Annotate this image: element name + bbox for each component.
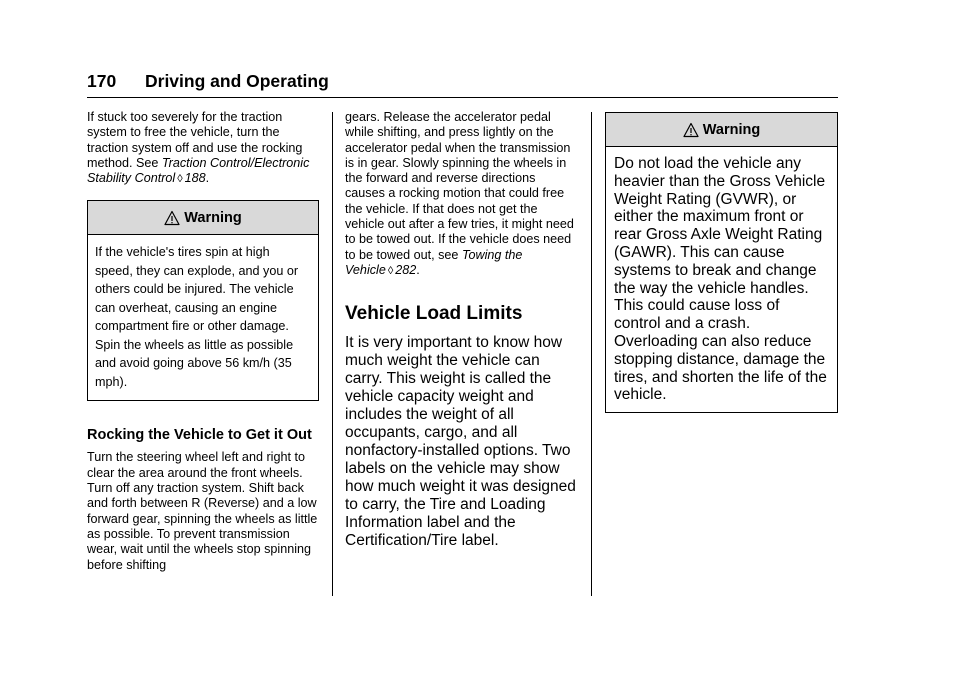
paragraph-traction — [87, 110, 319, 187]
warning-text: Do not load the vehicle any heavier than the Gross Vehicle Weight Rating (GVWR), or either the maximum front or rear Gross Axle Weight Rating (GAWR). This can cause systems to break and change the way the vehicle handles. This could cause loss of control and a crash. Overloading can also reduce stopping distance, damage the tires, and shorten the life of the vehicle. — [614, 155, 827, 404]
warning-header — [606, 113, 837, 147]
heading-rocking-vehicle: Rocking the Vehicle to Get it Out — [87, 427, 312, 444]
period: . — [205, 171, 210, 186]
warning-title: Warning — [702, 121, 761, 138]
column-divider — [332, 112, 333, 596]
paragraph-rocking: Turn the steering wheel left and right to clear the area around the front wheels. Turn off any traction system. Shift back and forth between R (Reverse) and a low forward gear, spinning the wheels as little as possible. To prevent transmission wear, wait until the wheels stop spinning before shifting — [87, 450, 318, 572]
paragraph-load-limits: It is very important to know how much weight the vehicle can carry. This weight is called the vehicle capacity weight and includes the weight of all occupants, cargo, and all nonfactory-installed options. Two labels on the vehicle may show how much weight it was designed to carry, the Tire and Loading Information label and the Certification/Tire label. — [345, 334, 576, 550]
column-2 — [345, 110, 577, 550]
page-reference-arrow-icon: ◊ — [387, 264, 394, 277]
page-reference-arrow-icon: ◊ — [177, 173, 183, 186]
xref-page[interactable]: 282 — [395, 262, 417, 277]
warning-text: If the vehicle's tires spin at high speed, they can explode, and you or others could be injured. The vehicle can overheat, causing an engine compartment fire or other damage. Spin the wheels as little as possible and avoid going above 56 km/h (35 mph). — [95, 245, 299, 389]
warning-header — [88, 201, 318, 235]
period: . — [416, 262, 420, 277]
page-number: 170 — [87, 71, 117, 91]
warning-box-load — [605, 112, 838, 413]
section-title: Driving and Operating — [145, 71, 329, 91]
warning-title: Warning — [184, 209, 242, 226]
column-1 — [87, 110, 319, 573]
page-header — [87, 71, 838, 98]
warning-triangle-icon — [164, 210, 180, 226]
heading-vehicle-load-limits: Vehicle Load Limits — [345, 303, 523, 325]
paragraph-gears — [345, 110, 577, 279]
xref-page[interactable]: 188 — [184, 171, 206, 186]
xref-towing[interactable]: Towing the Vehicle — [345, 247, 523, 277]
column-divider — [591, 112, 592, 596]
paragraph-text: gears. Release the accelerator pedal while shifting, and press lightly on the accelerator pedal when the transmission is in gear. Slowly spinning the wheels in the forward and reverse directions causes a rocking motion that could free the vehicle. If that does not get the vehicle out after a few tries, it might need to be towed out. If the vehicle does need to be towed out, see — [345, 110, 574, 262]
warning-box-tire-spin — [87, 200, 319, 401]
paragraph-text: If stuck too severely for the traction system to free the vehicle, turn the traction system off and use the rocking method. See — [87, 110, 303, 170]
warning-triangle-icon — [683, 122, 699, 138]
xref-traction-control[interactable]: Traction Control/Electronic Stability Control — [87, 155, 310, 186]
column-3 — [605, 112, 838, 413]
